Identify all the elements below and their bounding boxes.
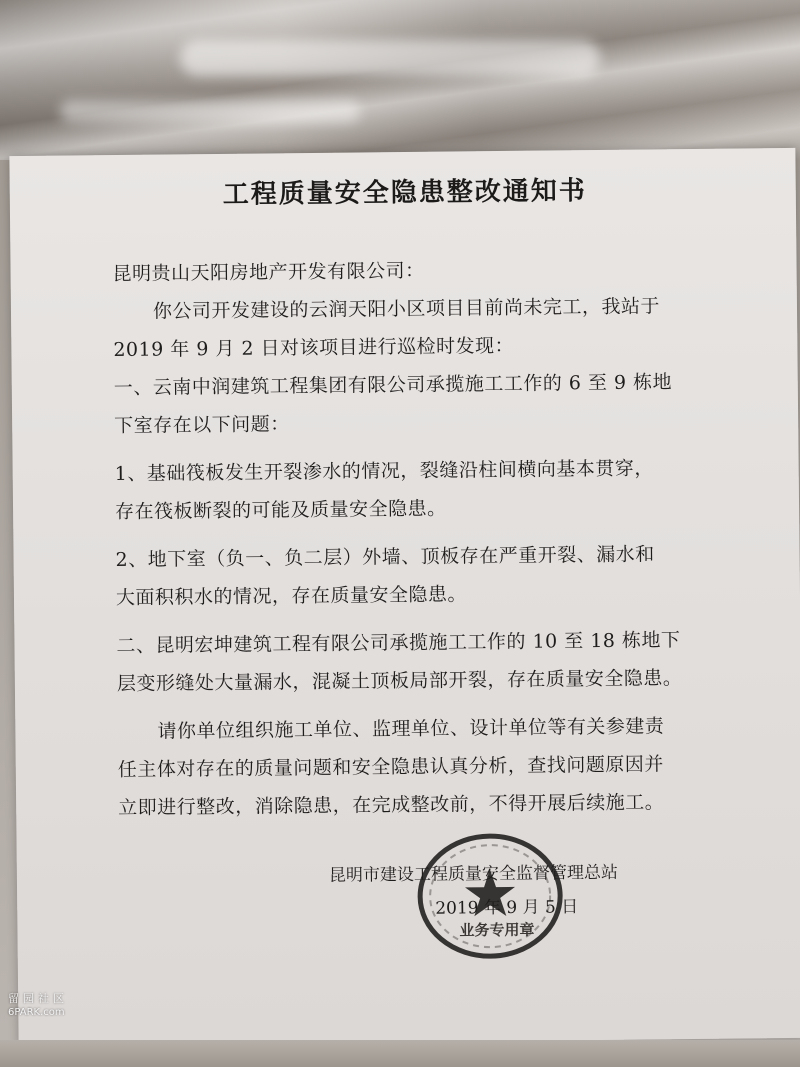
notice-paper bbox=[9, 148, 800, 1046]
watermark-chinese: 留园社区 bbox=[8, 992, 68, 1005]
tape-reflection bbox=[60, 100, 360, 122]
body-line: 1、基础筏板发生开裂渗水的情况，裂缝沿柱间横向基本贯穿， bbox=[114, 457, 654, 486]
issuer-signature: 昆明市建设工程质量安全监督管理总站 bbox=[328, 862, 619, 886]
bottom-background bbox=[0, 1040, 800, 1067]
body-line: 2019 年 9 月 2 日对该项目进行巡检时发现： bbox=[113, 334, 515, 362]
issue-date: 2019 年 9 月 5 日 bbox=[435, 897, 579, 919]
body-line: 大面积积水的情况，存在质量安全隐患。 bbox=[115, 583, 468, 610]
site-watermark bbox=[8, 992, 68, 1020]
body-line: 一、云南中润建筑工程集团有限公司承揽施工工作的 6 至 9 栋地 bbox=[113, 371, 673, 400]
document-body bbox=[112, 249, 708, 827]
body-line: 下室存在以下问题： bbox=[114, 413, 290, 438]
body-line: 你公司开发建设的云润天阳小区项目目前尚未完工，我站于 bbox=[152, 295, 661, 323]
body-line: 存在筏板断裂的可能及质量安全隐患。 bbox=[114, 497, 447, 524]
body-line: 二、昆明宏坤建筑工程有限公司承揽施工工作的 10 至 18 栋地下 bbox=[116, 629, 681, 658]
body-line: 立即进行整改，消除隐患，在完成整改前，不得开展后续施工。 bbox=[118, 791, 665, 820]
plastic-tape bbox=[0, 0, 800, 160]
seal-label: 业务专用章 bbox=[459, 920, 535, 940]
tape-reflection bbox=[180, 40, 600, 76]
body-line: 层变形缝处大量漏水，混凝土顶板局部开裂，存在质量安全隐患。 bbox=[116, 667, 683, 696]
addressee-line: 昆明贵山天阳房地产开发有限公司： bbox=[112, 259, 425, 286]
body-line: 任主体对存在的质量问题和安全隐患认真分析，查找问题原因并 bbox=[117, 753, 664, 782]
body-line: 请你单位组织施工单位、监理单位、设计单位等有关参建责 bbox=[157, 715, 665, 743]
document-title: 工程质量安全隐患整改通知书 bbox=[222, 176, 587, 210]
watermark-domain: 6PARK.com bbox=[8, 1007, 65, 1018]
body-line: 2、地下室（负一、负二层）外墙、顶板存在严重开裂、漏水和 bbox=[115, 543, 655, 572]
